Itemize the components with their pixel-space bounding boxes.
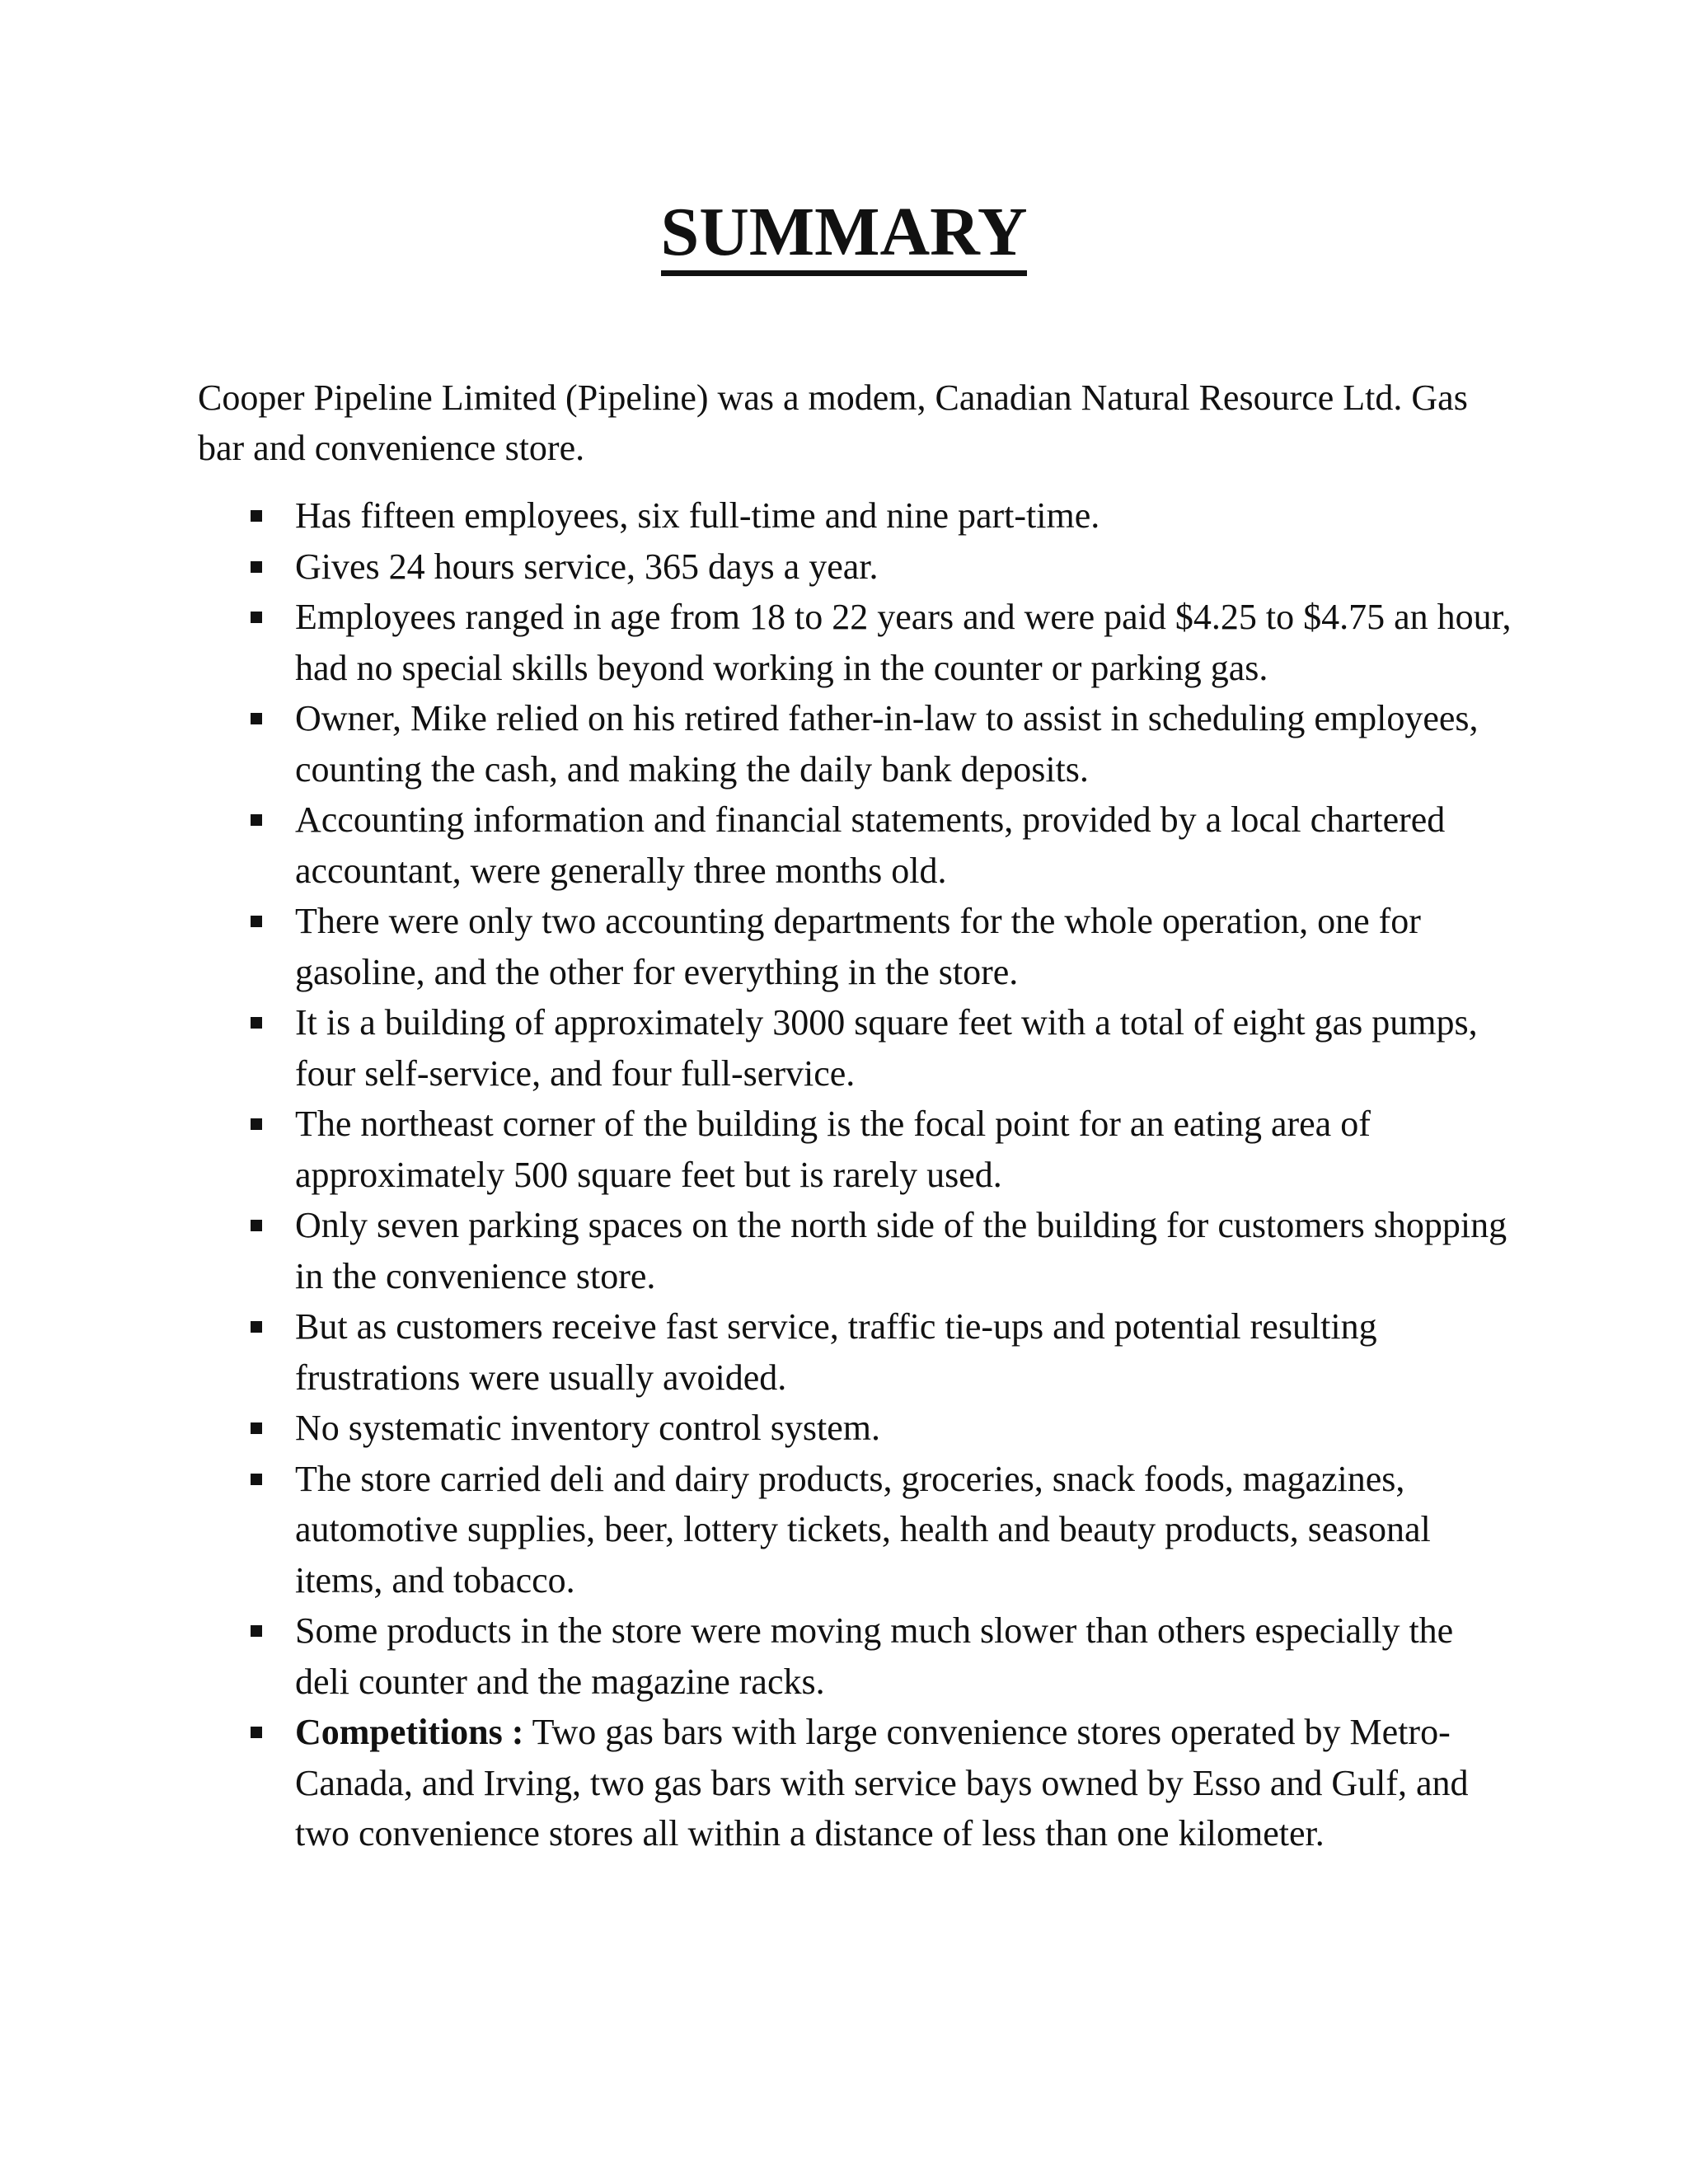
list-item-text: Gives 24 hours service, 365 days a year.: [295, 546, 879, 587]
list-item-text: Owner, Mike relied on his retired father-in-law to assist in scheduling employees, counting the cash, and making the daily bank deposits.: [295, 698, 1479, 790]
list-item-text: No systematic inventory control system.: [295, 1408, 880, 1448]
list-item-text: Accounting information and financial statements, provided by a local chartered accountant, were generally three months old.: [295, 799, 1446, 891]
competitions-text: Two gas bars with large convenience stores operated by Metro-Canada, and Irving, two gas bars with service bays owned by Esso and Gulf, and two convenience stores all within a distance of less than one kilometer.: [295, 1712, 1469, 1854]
list-item-text: The store carried deli and dairy products, groceries, snack foods, magazines, automotive supplies, beer, lottery tickets, health and beauty products, seasonal items, and tobacco.: [295, 1458, 1431, 1601]
list-item: [198, 541, 1517, 593]
list-item: [198, 896, 1517, 997]
square-bullet-icon: [251, 1321, 262, 1333]
summary-bullet-list: [198, 490, 1517, 1859]
square-bullet-icon: [251, 1118, 262, 1130]
square-bullet-icon: [251, 814, 262, 826]
square-bullet-icon: [251, 1220, 262, 1231]
list-item: [198, 1403, 1517, 1454]
list-item: [198, 1099, 1517, 1200]
intro-paragraph: Cooper Pipeline Limited (Pipeline) was a modem, Canadian Natural Resource Ltd. Gas bar and convenience store.: [198, 377, 1468, 468]
page-title: [0, 191, 1688, 276]
list-item-text: The northeast corner of the building is the focal point for an eating area of approximately 500 square feet but is rarely used.: [295, 1104, 1371, 1195]
list-item: [198, 490, 1517, 541]
list-item: [198, 1454, 1517, 1606]
page-title-text: SUMMARY: [661, 194, 1028, 276]
list-item-text: It is a building of approximately 3000 square feet with a total of eight gas pumps, four self-service, and four full-service.: [295, 1002, 1478, 1094]
square-bullet-icon: [251, 1625, 262, 1637]
list-item: [198, 794, 1517, 896]
list-item: [198, 1605, 1517, 1707]
list-item-text: Employees ranged in age from 18 to 22 years and were paid $4.25 to $4.75 an hour, had no special skills beyond working in the counter or parking gas.: [295, 597, 1512, 688]
square-bullet-icon: [251, 1422, 262, 1434]
list-item: [198, 1200, 1517, 1301]
competitions-label: Competitions :: [295, 1712, 524, 1752]
list-item-text: Has fifteen employees, six full-time and nine part-time.: [295, 495, 1100, 536]
list-item-text: But as customers receive fast service, traffic tie-ups and potential resulting frustrations were usually avoided.: [295, 1306, 1377, 1398]
list-item: [198, 693, 1517, 794]
list-item-text: There were only two accounting departments for the whole operation, one for gasoline, and the other for everything in the store.: [295, 901, 1421, 992]
list-item-text: Some products in the store were moving much slower than others especially the deli counter and the magazine racks.: [295, 1610, 1454, 1702]
square-bullet-icon: [251, 1727, 262, 1738]
square-bullet-icon: [251, 713, 262, 724]
square-bullet-icon: [251, 1474, 262, 1485]
list-item: [198, 592, 1517, 693]
competitions-item: [198, 1707, 1517, 1859]
list-item: [198, 1301, 1517, 1403]
square-bullet-icon: [251, 916, 262, 927]
list-item-text: Only seven parking spaces on the north side of the building for customers shopping in the convenience store.: [295, 1205, 1507, 1296]
square-bullet-icon: [251, 1017, 262, 1029]
list-item: [198, 997, 1517, 1099]
square-bullet-icon: [251, 510, 262, 522]
square-bullet-icon: [251, 612, 262, 623]
square-bullet-icon: [251, 561, 262, 573]
